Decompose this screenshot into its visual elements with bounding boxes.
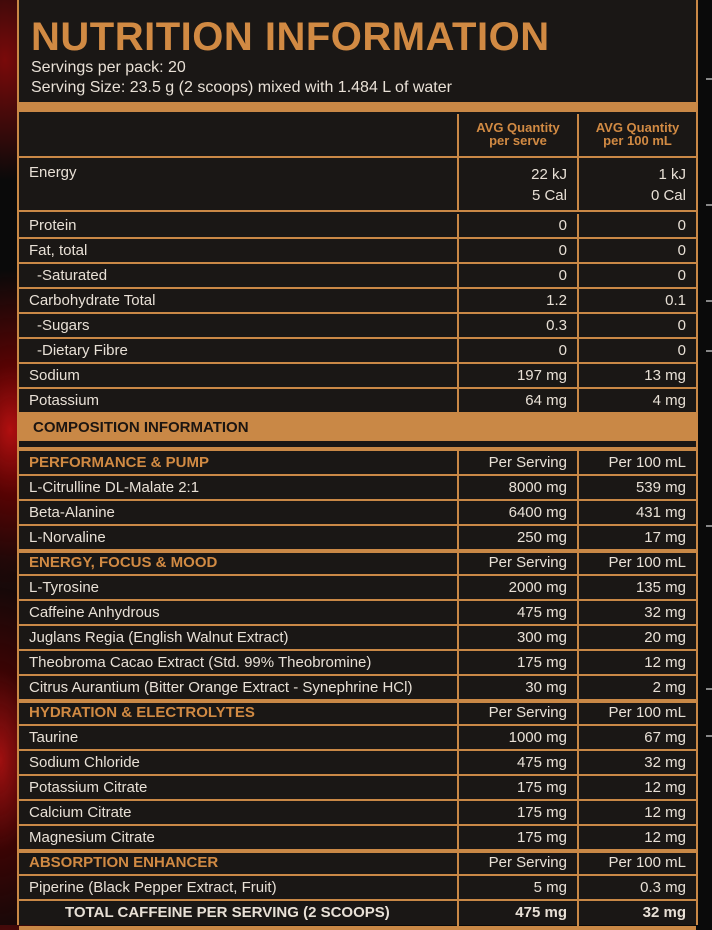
row-label: -Dietary Fibre	[37, 342, 128, 359]
edge-mark	[706, 688, 712, 690]
row-value-per-100: 0	[577, 239, 696, 262]
row-label: Fat, total	[29, 242, 88, 259]
row-value-per-100: 0	[577, 339, 696, 362]
row-value-per-serve: 175 mg	[457, 801, 577, 824]
row-value-per-100: 431 mg	[577, 501, 696, 524]
row-value-per-serve: 0.3	[457, 314, 577, 337]
row-value-per-100: 13 mg	[577, 364, 696, 387]
row-label: Potassium Citrate	[29, 779, 148, 796]
servings-per-pack: Servings per pack: 20	[31, 59, 186, 76]
row-value-per-100: 0	[577, 214, 696, 237]
composition-heading: COMPOSITION INFORMATION	[19, 414, 696, 441]
row-label: PERFORMANCE & PUMP	[29, 454, 210, 471]
row-value-per-serve: 1.2	[457, 289, 577, 312]
nutrient-row	[19, 389, 696, 414]
row-value-per-100: 12 mg	[577, 826, 696, 849]
column-header-row	[19, 114, 696, 158]
column-header-per-serve	[457, 114, 577, 156]
row-value-per-serve: 197 mg	[457, 364, 577, 387]
row-value-per-100: 12 mg	[577, 651, 696, 674]
row-value-per-100: 0.3 mg	[577, 876, 696, 899]
row-value-per-100: 32 mg	[577, 751, 696, 774]
row-value-per-100: Per 100 mL	[577, 551, 696, 574]
row-label: Juglans Regia (English Walnut Extract)	[29, 629, 289, 646]
row-value-per-100: 4 mg	[577, 389, 696, 412]
ingredient-row	[19, 676, 696, 701]
row-value-per-100: 12 mg	[577, 801, 696, 824]
ingredient-row	[19, 801, 696, 826]
row-label: Citrus Aurantium (Bitter Orange Extract - Synephrine HCl)	[29, 679, 413, 696]
nutrition-panel	[17, 0, 698, 925]
row-value-per-100: 2 mg	[577, 676, 696, 699]
nutrient-row	[19, 264, 696, 289]
group-header-row	[19, 701, 696, 726]
row-value-per-100: 0	[577, 264, 696, 287]
row-value-per-100: 0	[577, 314, 696, 337]
row-label: Taurine	[29, 729, 79, 746]
row-label: TOTAL CAFFEINE PER SERVING (2 SCOOPS)	[65, 904, 390, 921]
row-value-per-serve: 64 mg	[457, 389, 577, 412]
row-value-per-100: 12 mg	[577, 776, 696, 799]
row-label: L-Tyrosine	[29, 579, 100, 596]
column-header-per-100-line2: per 100 mL	[603, 133, 672, 148]
row-value-per-serve: 8000 mg	[457, 476, 577, 499]
edge-mark	[706, 204, 712, 206]
row-label: Potassium	[29, 392, 100, 409]
row-label: Caffeine Anhydrous	[29, 604, 160, 621]
panel-title: NUTRITION INFORMATION	[31, 15, 550, 59]
row-value-per-100: 0.1	[577, 289, 696, 312]
row-label: Sodium Chloride	[29, 754, 140, 771]
ingredient-row	[19, 826, 696, 851]
energy-per-100	[577, 158, 696, 210]
nutrient-row	[19, 239, 696, 264]
edge-mark	[706, 350, 712, 352]
row-label: ENERGY, FOCUS & MOOD	[29, 554, 218, 571]
row-value-per-serve: Per Serving	[457, 451, 577, 474]
ingredient-row	[19, 876, 696, 901]
row-label: Carbohydrate Total	[29, 292, 156, 309]
row-label: L-Norvaline	[29, 529, 106, 546]
column-header-per-serve-line1: AVG Quantity	[476, 120, 560, 135]
ingredient-row	[19, 501, 696, 526]
nutrient-row	[19, 364, 696, 389]
row-value-per-serve: 0	[457, 239, 577, 262]
row-value-per-100: 20 mg	[577, 626, 696, 649]
row-value-per-serve: 175 mg	[457, 826, 577, 849]
ingredient-row	[19, 626, 696, 651]
row-value-per-serve: Per Serving	[457, 551, 577, 574]
row-value-per-serve: 475 mg	[457, 751, 577, 774]
energy-cal-value: 5 Cal	[531, 187, 567, 204]
edge-mark	[706, 300, 712, 302]
row-value-per-serve: 1000 mg	[457, 726, 577, 749]
row-label: HYDRATION & ELECTROLYTES	[29, 704, 255, 721]
energy-row	[19, 158, 696, 212]
edge-mark	[706, 735, 712, 737]
row-label: Protein	[29, 217, 77, 234]
ingredient-row	[19, 751, 696, 776]
row-value-per-100: 135 mg	[577, 576, 696, 599]
nutrient-row	[19, 314, 696, 339]
row-value-per-100: Per 100 mL	[577, 701, 696, 724]
group-header-row	[19, 551, 696, 576]
row-value-per-100: 67 mg	[577, 726, 696, 749]
row-value-per-serve: 475 mg	[457, 601, 577, 624]
header-divider	[19, 102, 696, 112]
ingredient-row	[19, 576, 696, 601]
energy-cal-value: 0 Cal	[650, 187, 686, 204]
row-label: L-Citrulline DL-Malate 2:1	[29, 479, 200, 496]
column-header-per-serve-line2: per serve	[489, 133, 547, 148]
nutrient-row	[19, 339, 696, 364]
column-header-blank	[19, 114, 457, 156]
edge-mark	[706, 525, 712, 527]
row-label: Piperine (Black Pepper Extract, Fruit)	[29, 879, 277, 896]
row-value-per-serve: 250 mg	[457, 526, 577, 549]
row-label: Energy	[29, 164, 77, 181]
ingredient-row	[19, 476, 696, 501]
ingredient-row	[19, 526, 696, 551]
ingredient-row	[19, 651, 696, 676]
row-value-per-serve: 175 mg	[457, 776, 577, 799]
row-label: Magnesium Citrate	[29, 829, 155, 846]
row-value-per-100: 32 mg	[577, 601, 696, 624]
row-label: ABSORPTION ENHANCER	[29, 854, 219, 871]
row-value-per-100: 32 mg	[577, 901, 696, 926]
ingredient-row	[19, 726, 696, 751]
energy-kj-value: 22 kJ	[531, 166, 567, 183]
row-value-per-serve: Per Serving	[457, 851, 577, 874]
row-label: Theobroma Cacao Extract (Std. 99% Theobromine)	[29, 654, 372, 671]
total-caffeine-row	[19, 901, 696, 926]
row-value-per-serve: Per Serving	[457, 701, 577, 724]
serving-size: Serving Size: 23.5 g (2 scoops) mixed with 1.484 L of water	[31, 79, 452, 96]
row-value-per-100: 17 mg	[577, 526, 696, 549]
column-header-per-100	[577, 114, 696, 156]
row-label: Sodium	[29, 367, 80, 384]
group-header-row	[19, 451, 696, 476]
row-value-per-serve: 175 mg	[457, 651, 577, 674]
row-label: -Saturated	[37, 267, 108, 284]
row-label: Calcium Citrate	[29, 804, 132, 821]
row-label: Beta-Alanine	[29, 504, 115, 521]
nutrient-row	[19, 289, 696, 314]
ingredient-row	[19, 776, 696, 801]
row-value-per-serve: 475 mg	[457, 901, 577, 926]
row-value-per-serve: 0	[457, 214, 577, 237]
row-value-per-100: Per 100 mL	[577, 851, 696, 874]
row-value-per-serve: 0	[457, 264, 577, 287]
row-value-per-serve: 300 mg	[457, 626, 577, 649]
row-value-per-100: 539 mg	[577, 476, 696, 499]
edge-mark	[706, 78, 712, 80]
energy-kj-value: 1 kJ	[658, 166, 686, 183]
row-label: -Sugars	[37, 317, 90, 334]
row-value-per-serve: 30 mg	[457, 676, 577, 699]
bottom-border	[19, 926, 696, 930]
nutrient-row	[19, 214, 696, 239]
row-value-per-serve: 5 mg	[457, 876, 577, 899]
row-value-per-serve: 0	[457, 339, 577, 362]
group-header-row	[19, 851, 696, 876]
row-value-per-100: Per 100 mL	[577, 451, 696, 474]
ingredient-row	[19, 601, 696, 626]
column-header-per-100-line1: AVG Quantity	[595, 120, 680, 135]
row-value-per-serve: 2000 mg	[457, 576, 577, 599]
row-value-per-serve: 6400 mg	[457, 501, 577, 524]
energy-per-serve	[457, 158, 577, 210]
